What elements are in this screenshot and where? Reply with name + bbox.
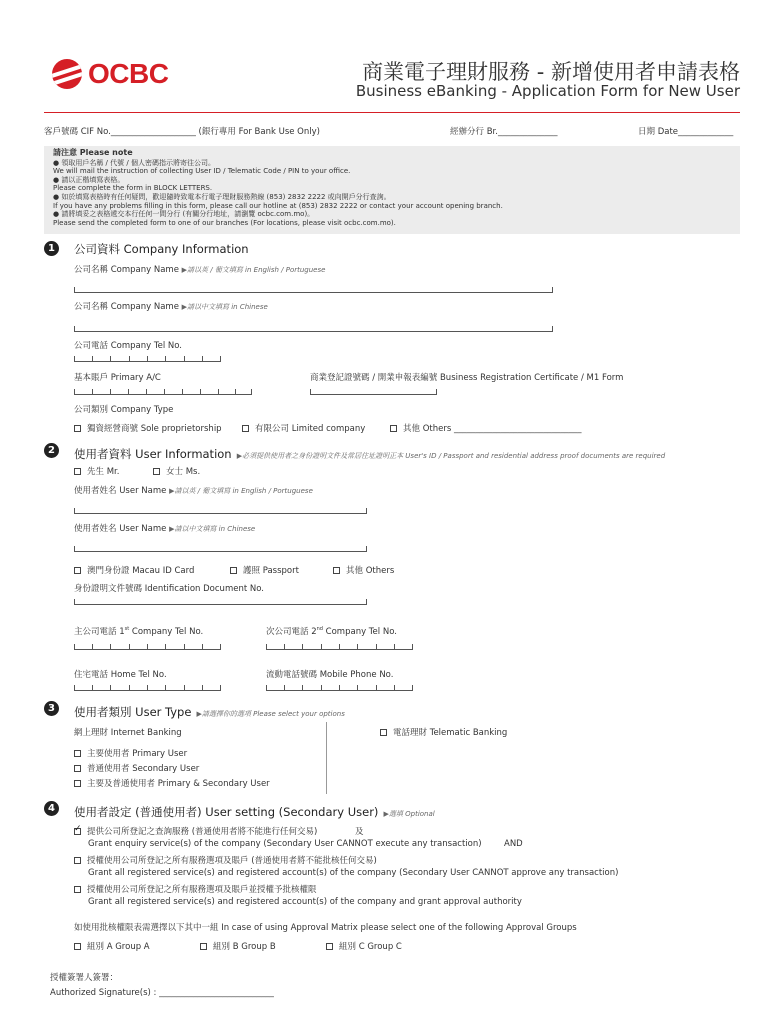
option-label: 主要使用者 Primary User (87, 749, 188, 759)
user-type-primary[interactable] (74, 747, 187, 759)
approval-matrix-label: 如使用批核權限表需選擇以下其中一組 In case of using Approval Matrix please select one of the following Approval Groups (74, 923, 577, 933)
label-sup: nd (316, 626, 323, 633)
user-type-both[interactable] (74, 777, 270, 789)
section-2-hint: ▶必須提供使用者之身份證明文件及常居住址證明正本 User's ID / Passport and residential address proof documents are required (236, 452, 666, 460)
option-label: 組別 C Group C (339, 942, 402, 952)
label-text: 公司名稱 Company Name (74, 302, 179, 312)
option-label: 組別 B Group B (213, 942, 276, 952)
telematic-banking-option[interactable] (380, 726, 507, 738)
internet-banking-label: 網上理財 Internet Banking (74, 728, 182, 738)
setting-all-services-en: Grant all registered service(s) and registered account(s) of the company (Secondary User CANNOT approve any transaction) (88, 868, 619, 878)
company-tel-input[interactable] (74, 356, 221, 362)
id-number-input[interactable] (74, 599, 367, 605)
section-1-number: 1 (44, 241, 59, 256)
company-type-limited[interactable] (242, 422, 365, 434)
checkbox-icon[interactable] (74, 468, 81, 475)
form-title-zh: 商業電子理財服務 - 新增使用者申請表格 (362, 60, 740, 84)
company-tel-2-label (266, 625, 397, 637)
option-label: 普通使用者 Secondary User (87, 764, 200, 774)
brc-label: 商業登記證號碼 / 開業申報表編號 Business Registration Certificate / M1 Form (310, 373, 624, 383)
company-name-en-input[interactable] (74, 287, 553, 293)
section-4-number: 4 (44, 801, 59, 816)
section-2-title: 使用者資料 User Information (74, 447, 232, 461)
title-mr[interactable] (74, 465, 119, 477)
section-4-title: 使用者設定 (普通使用者) User setting (Secondary User) (74, 805, 379, 819)
title-ms[interactable] (153, 465, 200, 477)
note-heading: 請注意 Please note (53, 148, 133, 157)
note-line: Please complete the form in BLOCK LETTERS. (53, 184, 213, 193)
company-tel-2-input[interactable] (266, 644, 413, 650)
section-4-hint: ▶選填 Optional (383, 810, 435, 818)
company-tel-1-label (74, 625, 203, 637)
company-name-zh-label (74, 300, 268, 312)
option-label: 其他 Others ______________________________ (403, 424, 582, 434)
label-sup: st (124, 626, 130, 633)
hint-text: ▶請以中文填寫 in Chinese (181, 303, 268, 311)
checkbox-icon[interactable] (200, 943, 207, 950)
section-2-number: 2 (44, 443, 59, 458)
logo-text: OCBC (88, 58, 169, 89)
signature-label-zh: 授權簽署人簽署： (50, 973, 119, 983)
section-3-header (74, 701, 345, 720)
hint-text: ▶請以英 / 葡文填寫 in English / Portuguese (181, 266, 326, 274)
option-label: 主要及普通使用者 Primary & Secondary User (87, 779, 270, 789)
checkbox-icon[interactable] (230, 567, 237, 574)
home-tel-input[interactable] (74, 685, 221, 691)
column-divider (326, 722, 327, 794)
setting-approval-option[interactable] (74, 883, 317, 895)
cif-field[interactable]: 客戶號碼 CIF No.____________________ (銀行專用 For Bank Use Only) (44, 127, 320, 137)
section-3-title: 使用者類別 User Type (74, 705, 192, 719)
option-label: 其他 Others (346, 566, 395, 576)
id-type-others[interactable] (333, 564, 394, 576)
id-type-passport[interactable] (230, 564, 299, 576)
label-text: Company Tel No. (322, 627, 397, 637)
option-label: 獨資經營商號 Sole proprietorship (87, 424, 222, 434)
mobile-input[interactable] (266, 685, 413, 691)
option-label: 先生 Mr. (87, 467, 120, 477)
group-a-option[interactable] (74, 940, 150, 952)
setting-enquiry-option[interactable] (74, 825, 317, 837)
option-label: 授權使用公司所登記之所有服務選項及賬戶並授權予批核權限 (87, 885, 317, 895)
note-line: ● 領取用戶名稱 / 代號 / 個人密碼指示將寄往公司。 (53, 158, 215, 167)
checkbox-icon[interactable] (326, 943, 333, 950)
setting-enquiry-en: Grant enquiry service(s) of the company (Secondary User CANNOT execute any transaction) (88, 839, 482, 849)
option-label: 組別 A Group A (87, 942, 150, 952)
id-type-macau[interactable] (74, 564, 194, 576)
user-name-en-label (74, 484, 313, 496)
hint-text: ▶請以中文填寫 in Chinese (169, 525, 256, 533)
option-label: 護照 Passport (243, 566, 299, 576)
label-text: 公司名稱 Company Name (74, 265, 179, 275)
note-line: ● 請將填妥之表格遞交本行任何一間分行 (有關分行地址，請瀏覽 ocbc.com.mo)。 (53, 210, 315, 219)
company-type-others[interactable] (390, 422, 581, 434)
note-line: ● 如於填寫表格時有任何疑問，歡迎隨時致電本行電子理財服務熱線 (853) 2832 2222 或向開戶分行查詢。 (53, 192, 391, 201)
note-line: If you have any problems filling in this form, please call our hotline at (853) 2832 2222 or contact your account opening branch. (53, 201, 503, 210)
ocbc-logo (52, 58, 168, 90)
section-3-number: 3 (44, 701, 59, 716)
signature-field[interactable]: Authorized Signature(s) : ___________________________ (50, 988, 274, 998)
checkbox-icon[interactable] (74, 567, 81, 574)
checkbox-checked-icon[interactable] (74, 828, 81, 835)
mobile-label: 流動電話號碼 Mobile Phone No. (266, 670, 394, 680)
group-c-option[interactable] (326, 940, 402, 952)
form-title-en: Business eBanking - Application Form for New User (355, 82, 740, 100)
company-type-label: 公司類別 Company Type (74, 405, 174, 415)
note-box (44, 146, 740, 234)
checkbox-icon[interactable] (242, 425, 249, 432)
checkbox-icon[interactable] (74, 750, 81, 757)
label-text: 使用者姓名 User Name (74, 486, 167, 496)
user-type-secondary[interactable] (74, 762, 199, 774)
setting-all-services-option[interactable] (74, 854, 377, 866)
checkbox-icon[interactable] (74, 943, 81, 950)
note-line: ● 請以正楷填寫表格。 (53, 175, 125, 184)
user-name-zh-label (74, 522, 255, 534)
and-zh: 及 (355, 827, 364, 837)
option-label: 授權使用公司所登記之所有服務選項及賬戶 (普通使用者將不能批核任何交易) (87, 856, 377, 866)
primary-account-input[interactable] (74, 389, 252, 395)
hint-text: ▶請以英 / 葡文填寫 in English / Portuguese (169, 487, 313, 495)
branch-field[interactable]: 經辦分行 Br.______________ (450, 127, 558, 137)
setting-approval-en: Grant all registered service(s) and registered account(s) of the company and grant approval authority (88, 897, 522, 907)
option-label: 澳門身份證 Macau ID Card (87, 566, 195, 576)
label-text: 主公司電話 1 (74, 627, 125, 637)
company-type-sole[interactable] (74, 422, 222, 434)
user-name-zh-input[interactable] (74, 546, 367, 552)
checkbox-icon[interactable] (390, 425, 397, 432)
label-text: 次公司電話 2 (266, 627, 317, 637)
primary-account-label: 基本賬戶 Primary A/C (74, 373, 161, 383)
checkbox-icon[interactable] (153, 468, 160, 475)
option-label: 女士 Ms. (166, 467, 201, 477)
company-tel-label: 公司電話 Company Tel No. (74, 341, 182, 351)
header-divider (44, 112, 740, 113)
label-text: 使用者姓名 User Name (74, 524, 167, 534)
id-number-label: 身份證明文件號碼 Identification Document No. (74, 584, 264, 594)
note-line: Please send the completed form to one of our branches (For locations, please visit ocbc.com.mo). (53, 218, 396, 227)
group-b-option[interactable] (200, 940, 276, 952)
checkbox-icon[interactable] (74, 425, 81, 432)
ocbc-logo-icon (52, 59, 82, 89)
brc-input[interactable] (310, 389, 437, 395)
company-name-en-label (74, 263, 325, 275)
checkbox-icon[interactable] (380, 729, 387, 736)
checkbox-icon[interactable] (74, 780, 81, 787)
option-label: 有限公司 Limited company (255, 424, 366, 434)
section-2-header (74, 443, 665, 462)
section-4-header (74, 801, 435, 820)
section-1-title: 公司資料 Company Information (74, 242, 249, 256)
company-name-zh-input[interactable] (74, 326, 553, 332)
user-name-en-input[interactable] (74, 508, 367, 514)
checkbox-icon[interactable] (74, 857, 81, 864)
checkbox-icon[interactable] (74, 765, 81, 772)
option-label: 提供公司所登記之查詢服務 (普通使用者將不能進行任何交易) (87, 827, 318, 837)
checkbox-icon[interactable] (333, 567, 340, 574)
date-field[interactable]: 日期 Date_____________ (638, 127, 734, 137)
option-label: 電話理財 Telematic Banking (393, 728, 508, 738)
and-en: AND (504, 839, 523, 849)
section-3-hint: ▶請選擇你的選項 Please select your options (196, 710, 345, 718)
company-tel-1-input[interactable] (74, 644, 221, 650)
label-text: Company Tel No. (129, 627, 204, 637)
note-line: We will mail the instruction of collecting User ID / Telematic Code / PIN to your office. (53, 167, 351, 176)
home-tel-label: 住宅電話 Home Tel No. (74, 670, 167, 680)
checkbox-icon[interactable] (74, 886, 81, 893)
